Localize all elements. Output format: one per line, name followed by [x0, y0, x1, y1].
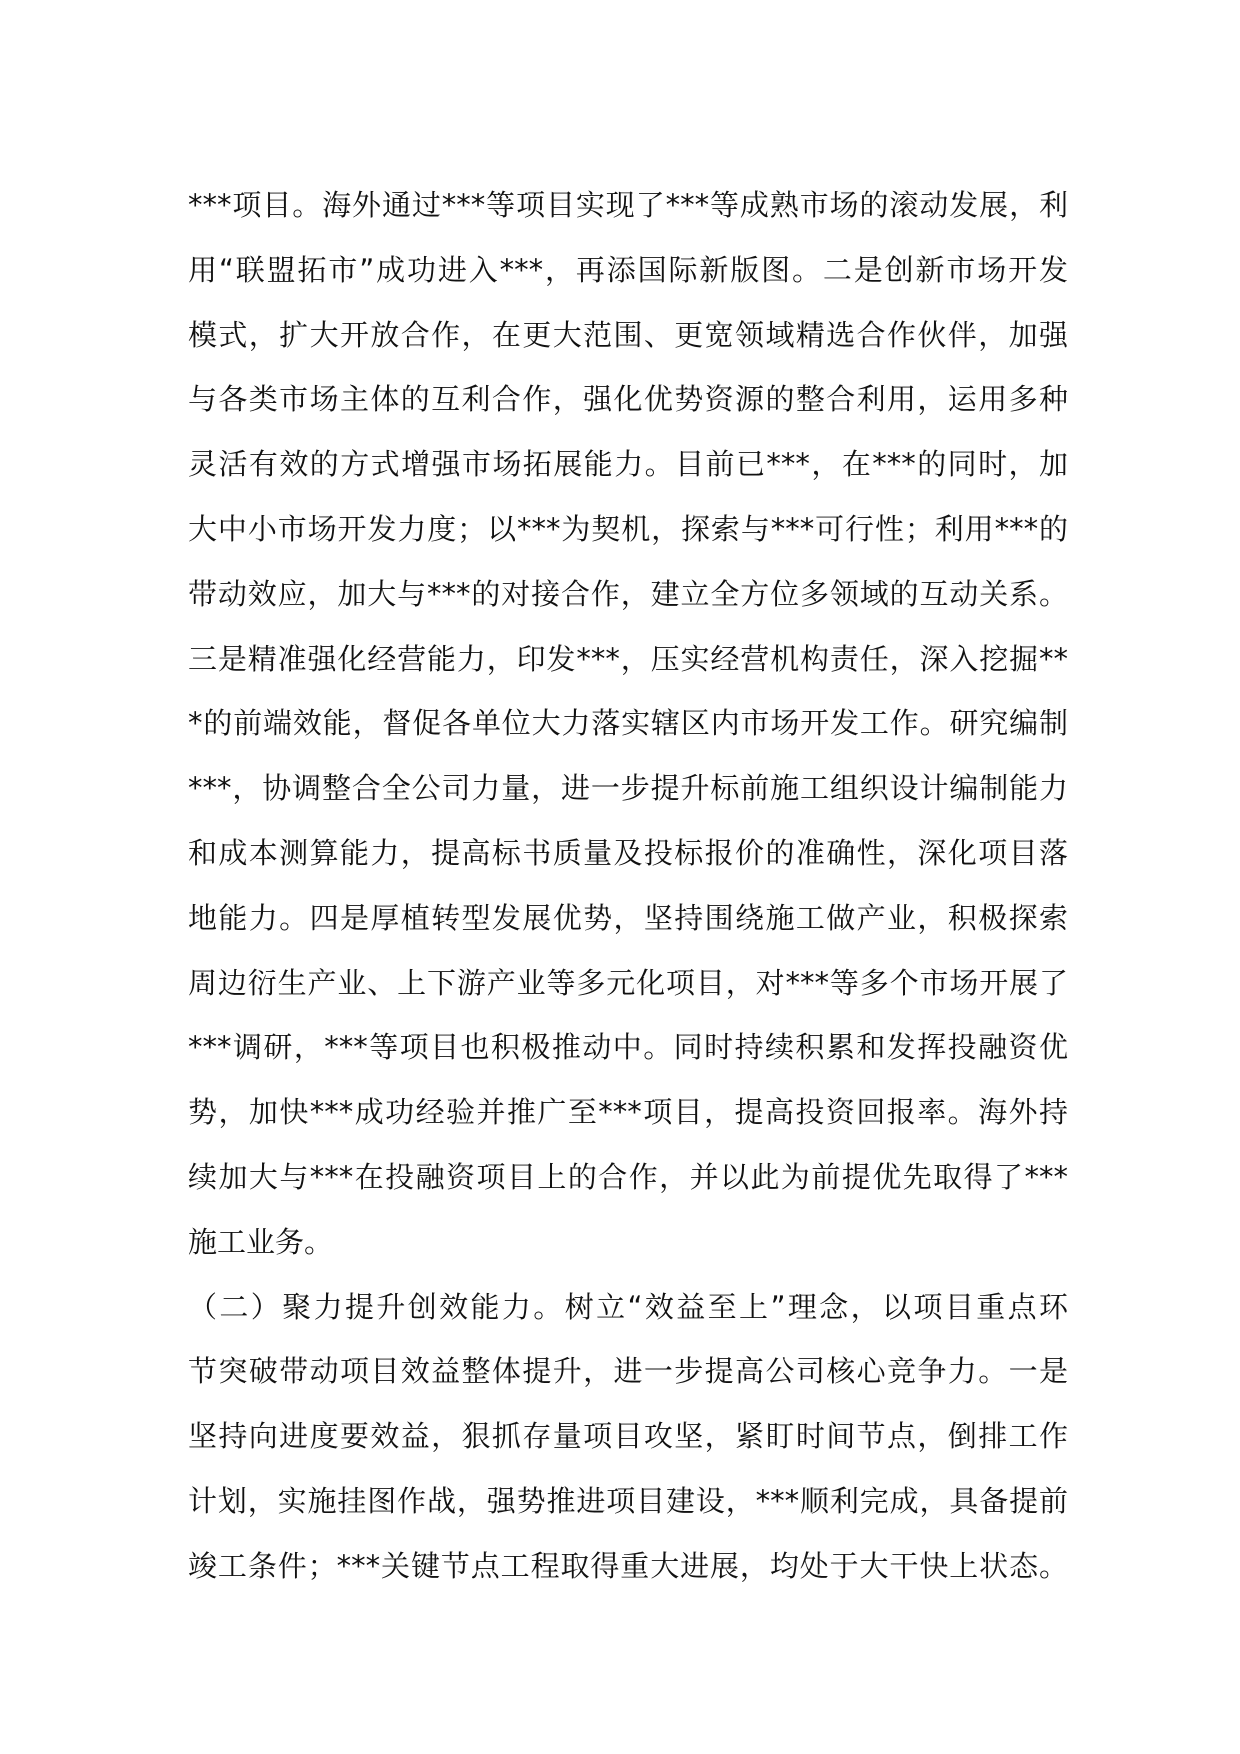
text-line: 和成本测算能力，提高标书质量及投标报价的准确性，深化项目落 [188, 835, 1068, 870]
text-line: 计划，实施挂图作战，强势推进项目建设，***顺利完成，具备提前 [188, 1483, 1068, 1518]
text-line: 与各类市场主体的互利合作，强化优势资源的整合利用，运用多种 [188, 382, 1068, 417]
text-line: *的前端效能，督促各单位大力落实辖区内市场开发工作。研究编制 [188, 706, 1068, 741]
text-line: 坚持向进度要效益，狠抓存量项目攻坚，紧盯时间节点，倒排工作 [188, 1419, 1068, 1454]
text-line: 带动效应，加大与***的对接合作，建立全方位多领域的互动关系。 [188, 576, 1068, 611]
text-line: ***项目。海外通过***等项目实现了***等成熟市场的滚动发展，利 [188, 188, 1068, 222]
document-body [188, 173, 1068, 1599]
text-line: 灵活有效的方式增强市场拓展能力。目前已***，在***的同时，加 [188, 447, 1068, 482]
text-line: 施工业务。 [188, 1224, 334, 1259]
text-line: 地能力。四是厚植转型发展优势，坚持围绕施工做产业，积极探索 [188, 900, 1068, 935]
text-line: 三是精准强化经营能力，印发***，压实经营机构责任，深入挖掘** [188, 641, 1068, 676]
text-line: 续加大与***在投融资项目上的合作，并以此为前提优先取得了*** [188, 1159, 1068, 1194]
section-heading-line: （二）聚力提升创效能力。树立“效益至上”理念，以项目重点环 [188, 1289, 1068, 1324]
text-line: 节突破带动项目效益整体提升，进一步提高公司核心竞争力。一是 [188, 1354, 1068, 1389]
text-line: ***，协调整合全公司力量，进一步提升标前施工组织设计编制能力 [188, 771, 1068, 806]
text-line: 大中小市场开发力度；以***为契机，探索与***可行性；利用***的 [188, 511, 1068, 546]
text-line: 用“联盟拓市”成功进入***，再添国际新版图。二是创新市场开发 [188, 252, 1068, 287]
text-line: 模式，扩大开放合作，在更大范围、更宽领域精选合作伙伴，加强 [188, 317, 1068, 352]
text-line: 周边衍生产业、上下游产业等多元化项目，对***等多个市场开展了 [188, 965, 1068, 1000]
text-line: 竣工条件；***关键节点工程取得重大进展，均处于大干快上状态。 [188, 1548, 1068, 1583]
text-line: ***调研，***等项目也积极推动中。同时持续积累和发挥投融资优 [188, 1030, 1068, 1065]
text-line: 势，加快***成功经验并推广至***项目，提高投资回报率。海外持 [188, 1095, 1068, 1130]
